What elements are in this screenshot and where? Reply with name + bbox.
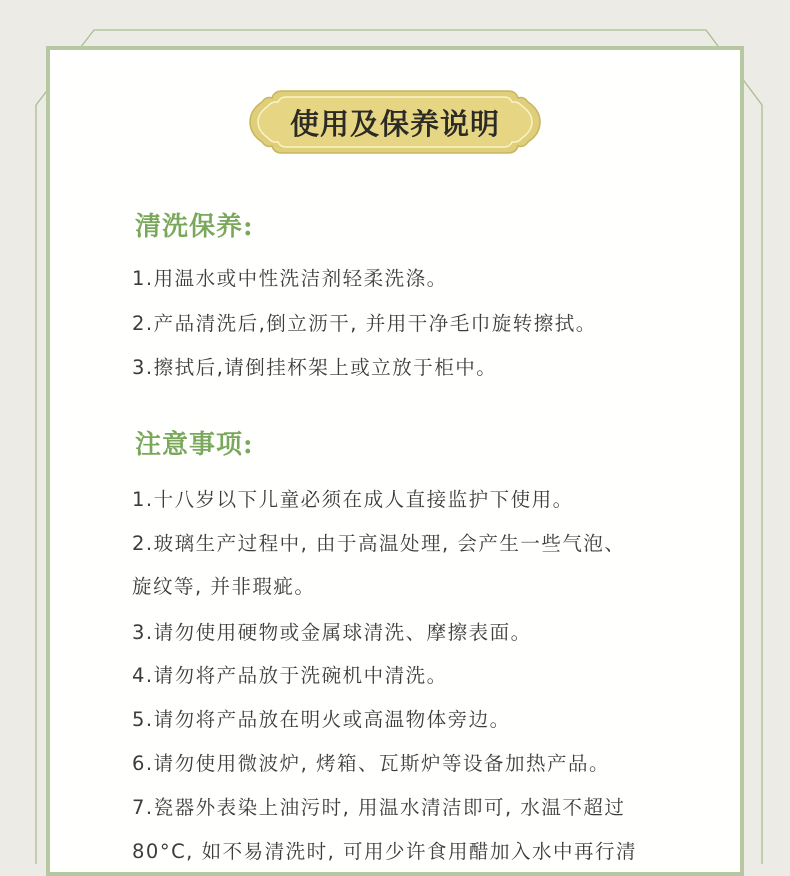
- notes-line: 6.请勿使用微波炉, 烤箱、瓦斯炉等设备加热产品。: [132, 752, 611, 775]
- notes-line: 80°C, 如不易清洗时, 可用少许食用醋加入水中再行清: [132, 840, 637, 863]
- cleaning-item: 3.擦拭后,请倒挂杯架上或立放于柜中。: [132, 356, 498, 379]
- title-badge: [248, 88, 542, 156]
- notes-heading: 注意事项:: [135, 430, 254, 460]
- notes-line: 旋纹等, 并非瑕疵。: [132, 575, 316, 598]
- notes-line: 2.玻璃生产过程中, 由于高温处理, 会产生一些气泡、: [132, 532, 626, 555]
- notes-line: 7.瓷器外表染上油污时, 用温水清洁即可, 水温不超过: [132, 796, 626, 819]
- notes-line: 3.请勿使用硬物或金属球清洗、摩擦表面。: [132, 621, 532, 644]
- cleaning-item: 2.产品清洗后,倒立沥干, 并用干净毛巾旋转擦拭。: [132, 312, 597, 335]
- cleaning-item: 1.用温水或中性洗洁剂轻柔洗涤。: [132, 267, 448, 290]
- cleaning-heading: 清洗保养:: [135, 212, 254, 242]
- page-title: 使用及保养说明: [289, 106, 500, 141]
- notes-line: 1.十八岁以下儿童必须在成人直接监护下使用。: [132, 488, 574, 511]
- notes-line: 5.请勿将产品放在明火或高温物体旁边。: [132, 708, 511, 731]
- notes-line: 4.请勿将产品放于洗碗机中清洗。: [132, 664, 448, 687]
